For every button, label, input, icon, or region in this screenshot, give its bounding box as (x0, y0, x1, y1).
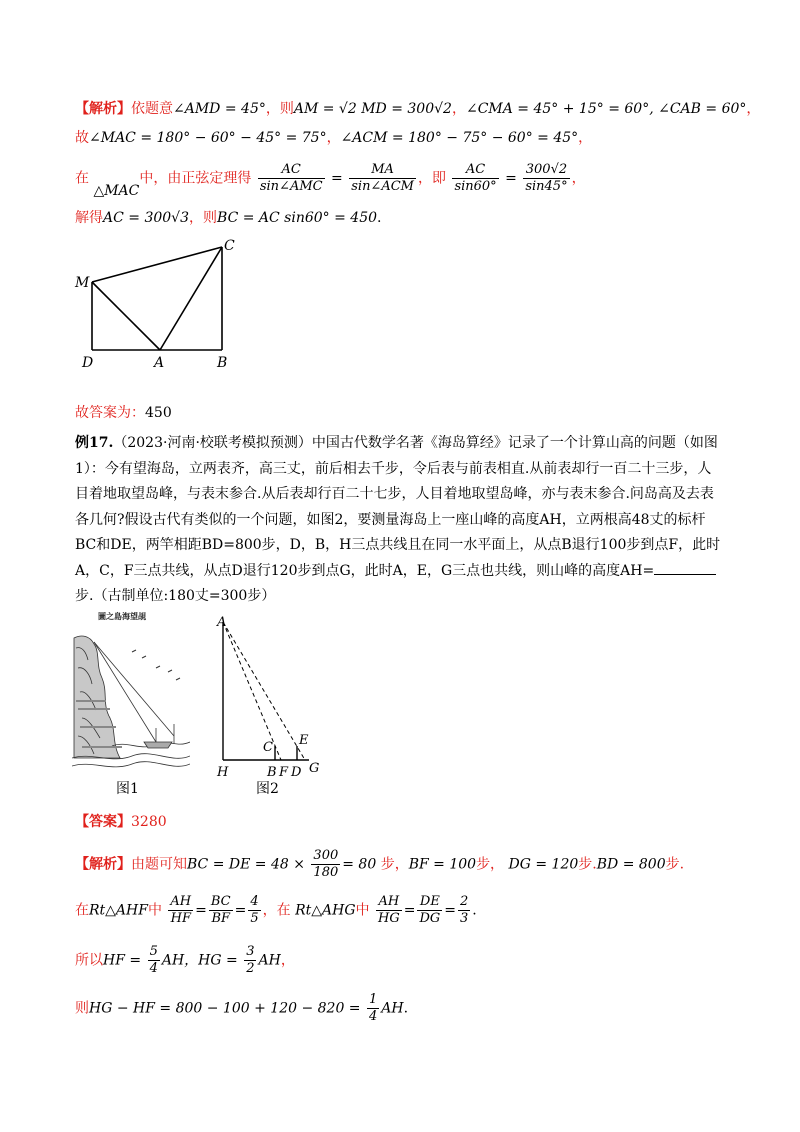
answer2: 【答案】3280 (75, 814, 167, 830)
fraction: $\frac{1}{4}$ (369, 992, 378, 1024)
triangle-figure-1 (70, 232, 250, 377)
label-M: M (75, 275, 90, 291)
line-AC (160, 247, 222, 350)
ancient-illustration-figure1 (72, 608, 190, 774)
fraction: $\frac{3}{2}$ (246, 944, 255, 976)
solution2-line4: 则HG − HF = 800 − 100 + 120 − 820 = $\frac{1}{4}$ AH. (75, 992, 409, 1024)
label-D: D (291, 765, 302, 780)
label-B: B (267, 765, 277, 780)
fraction: $\frac{AC}{\text{sin∠AMC}}$ (259, 162, 323, 194)
fraction: $\frac{BC}{BF}$ (210, 894, 231, 926)
example-number: 例17. (75, 435, 114, 451)
fraction: $\frac{2}{3}$ (460, 894, 469, 926)
fraction: $\frac{AH}{HF}$ (170, 894, 192, 926)
illustration-title: 圖之島海望覘 (98, 611, 146, 621)
solution1-line1: 【解析】依题意∠AMD = 45°，则AM = √2 MD = 300√2，∠CMA = 45° + 15° = 60°, ∠CAB = 60°， (75, 101, 761, 117)
fraction: $\frac{DE}{DG}$ (419, 894, 441, 926)
fraction: $\frac{AC}{\sin 60^\circ}$ (454, 162, 497, 194)
label-G: G (309, 761, 320, 776)
answer-blank (654, 560, 716, 575)
solution2-line2: 在Rt△AHF中 $\frac{AH}{HF}$ = $\frac{BC}{BF}$ = $\frac{4}{5}$ ，在 Rt△AHG中 $\frac{AH}{HG}$ = $\frac{DE}{DG}$ = $\frac{2}{3}$ . (75, 894, 477, 926)
fraction: $\frac{4}{5}$ (250, 894, 259, 926)
fraction: $\frac{MA}{\text{sin∠ACM}}$ (351, 162, 414, 194)
figure2-caption: 图2 (256, 781, 279, 797)
label-H: H (217, 765, 229, 780)
solution2-line3: 所以HF = $\frac{5}{4}$ AH，HG = $\frac{3}{2}$ AH， (75, 944, 295, 976)
solution1-line3: 在 △MAC中，由正弦定理得 $\frac{AC}{\text{sin∠AMC}}$ = $\frac{MA}{\text{sin∠ACM}}$ ，即 $\frac{AC}{\sin 60^\circ}$ = $\frac{300√2}{\sin 45^\circ}$ ， (75, 162, 586, 199)
label-E: E (299, 733, 309, 748)
label-F: F (279, 765, 289, 780)
fraction: $\frac{300}{180}$ (313, 848, 339, 880)
line-MA (92, 282, 160, 350)
solution1-line4: 解得AC = 300√3，则BC = AC sin60° = 450. (75, 210, 382, 226)
answer1: 故答案为：450 (75, 405, 172, 421)
solution2-line1: 【解析】由题可知BC = DE = 48 × $\frac{300}{180}$ = 80 步，BF = 100步， DG = 120步.BD = 800步. (75, 848, 685, 880)
label-C: C (224, 238, 235, 254)
label-A: A (217, 615, 227, 630)
fraction: $\frac{300√2}{\sin 45^\circ}$ (525, 162, 568, 194)
analysis-tag: 【解析】 (75, 101, 131, 117)
mountain-figure2 (205, 612, 335, 782)
label-A: A (154, 355, 165, 371)
figure1-caption: 图1 (116, 781, 139, 797)
label-B: B (217, 355, 228, 371)
fraction: $\frac{AH}{HG}$ (378, 894, 400, 926)
label-C: C (263, 740, 273, 755)
solution1-line2: 故∠MAC = 180° − 60° − 45° = 75°，∠ACM = 180° − 75° − 60° = 45°， (75, 130, 593, 146)
example17-text: 例17.（2023·河南·校联考模拟预测）中国古代数学名著《海岛算经》记录了一个计算山高的问题（如图 1）：今有望海岛，立两表齐，高三丈，前后相去千步，令后表与前表相直.从前表却行一百二十三步，人 目着地取望岛峰，与表末参合.从后表却行百二十七步，人目着地取望岛峰，亦与表末参合.问岛高及去表 各几何?假设古代有类似的一个问题，如图2，要测量海岛上一座山峰的高度AH，立两根高48丈的标杆 BC和DE，两竿相距BD=800步，D，B，H三点共线且在同一水平面上，从点B退行100步到点F，此时 A，C，F三点共线，从点D退行120步到点G，此时A，E，G三点也共线，则山峰的高度AH= 步.（古制单位:180丈=300步） (75, 435, 721, 604)
fraction: $\frac{5}{4}$ (149, 944, 158, 976)
label-D: D (82, 355, 94, 371)
line-MC (92, 247, 222, 282)
